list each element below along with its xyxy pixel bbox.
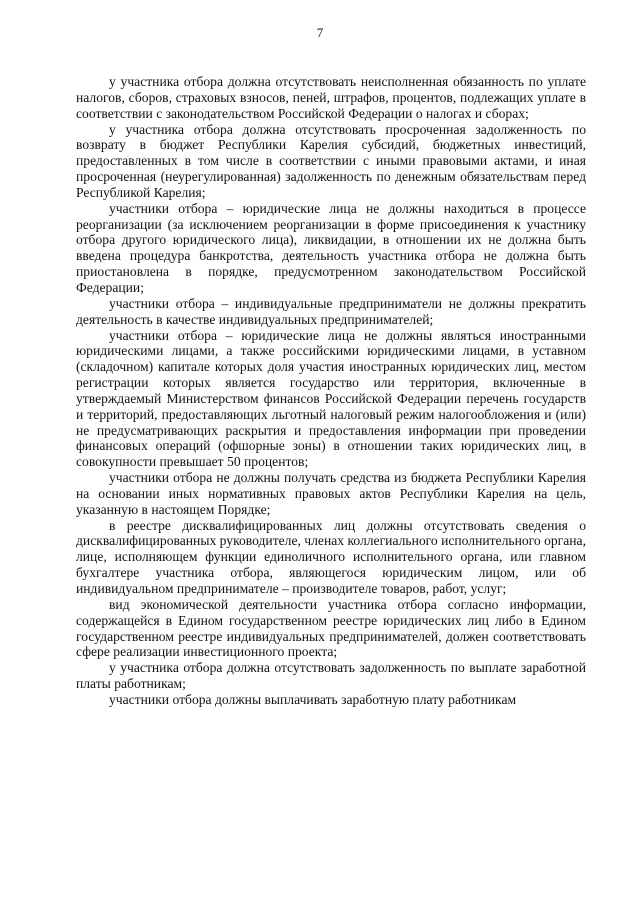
document-body [76,74,586,708]
paragraph-reorganization: участники отбора – юридические лица не должны находиться в процессе реорганизации (за исключением реорганизации в форме присоединения к участнику отбора другого юридического лица), ликвидации, в отношении их не должна быть введена процедура банкротства, деятельность участника отбора не должна быть приостановлена в порядке, предусмотренном законодательством Российской Федерации; [76,200,586,295]
paragraph-wage-payment: участники отбора должны выплачивать заработную плату работникам [109,691,517,707]
page-number: 7 [316,25,324,40]
paragraph-wage-arrears: у участника отбора должна отсутствовать задолженность по выплате заработной платы работникам; [76,660,586,692]
paragraph-foreign-entities: участники отбора – юридические лица не должны являться иностранными юридическими лицами, а также российскими юридическими лицами, в уставном (складочном) капитале которых доля участия иностранных юридических лиц, местом регистрации которых является государство или территория, включенные в утверждаемый Министерством финансов Российской Федерации перечень государств и территорий, предоставляющих льготный налоговый режим налогообложения и (или) не предусматривающих раскрытия и предоставления информации при проведении финансовых операций (офшорные зоны) в отношении таких юридических лиц, в совокупности превышает 50 процентов; [76,327,586,470]
paragraph-disqualified-persons: в реестре дисквалифицированных лиц должны отсутствовать сведения о дисквалифицированных руководителе, членах коллегиального исполнительного органа, лице, исполняющем функции единоличного исполнительного органа, или главном бухгалтере участника отбора, являющегося юридическим лицом, или об индивидуальном предпринимателе – производителе товаров, работ, услуг; [76,517,586,596]
paragraph-economic-activity: вид экономической деятельности участника отбора согласно информации, содержащейся в Едином государственном реестре юридических лиц либо в Едином государственном реестре индивидуальных предпринимателей, должен соответствовать сфере реализации инвестиционного проекта; [76,596,586,660]
paragraph-overdue-debt: у участника отбора должна отсутствовать просроченная задолженность по возврату в бюджет Республики Карелия субсидий, бюджетных инвестиций, предоставленных в том числе в соответствии с иными правовыми актами, и иная просроченная (неурегулированная) задолженность по денежным обязательствам перед Республикой Карелия; [76,121,586,200]
paragraph-individual-entrepreneurs: участники отбора – индивидуальные предприниматели не должны прекратить деятельность в качестве индивидуальных предпринимателей; [76,295,586,327]
paragraph-other-funding: участники отбора не должны получать средства из бюджета Республики Карелия на основании иных нормативных правовых актов Республики Карелия на цель, указанную в настоящем Порядке; [76,470,586,517]
paragraph-tax-obligations: у участника отбора должна отсутствовать неисполненная обязанность по уплате налогов, сборов, страховых взносов, пеней, штрафов, процентов, подлежащих уплате в соответствии с законодательством Российской Федерации о налогах и сборах; [76,74,586,121]
